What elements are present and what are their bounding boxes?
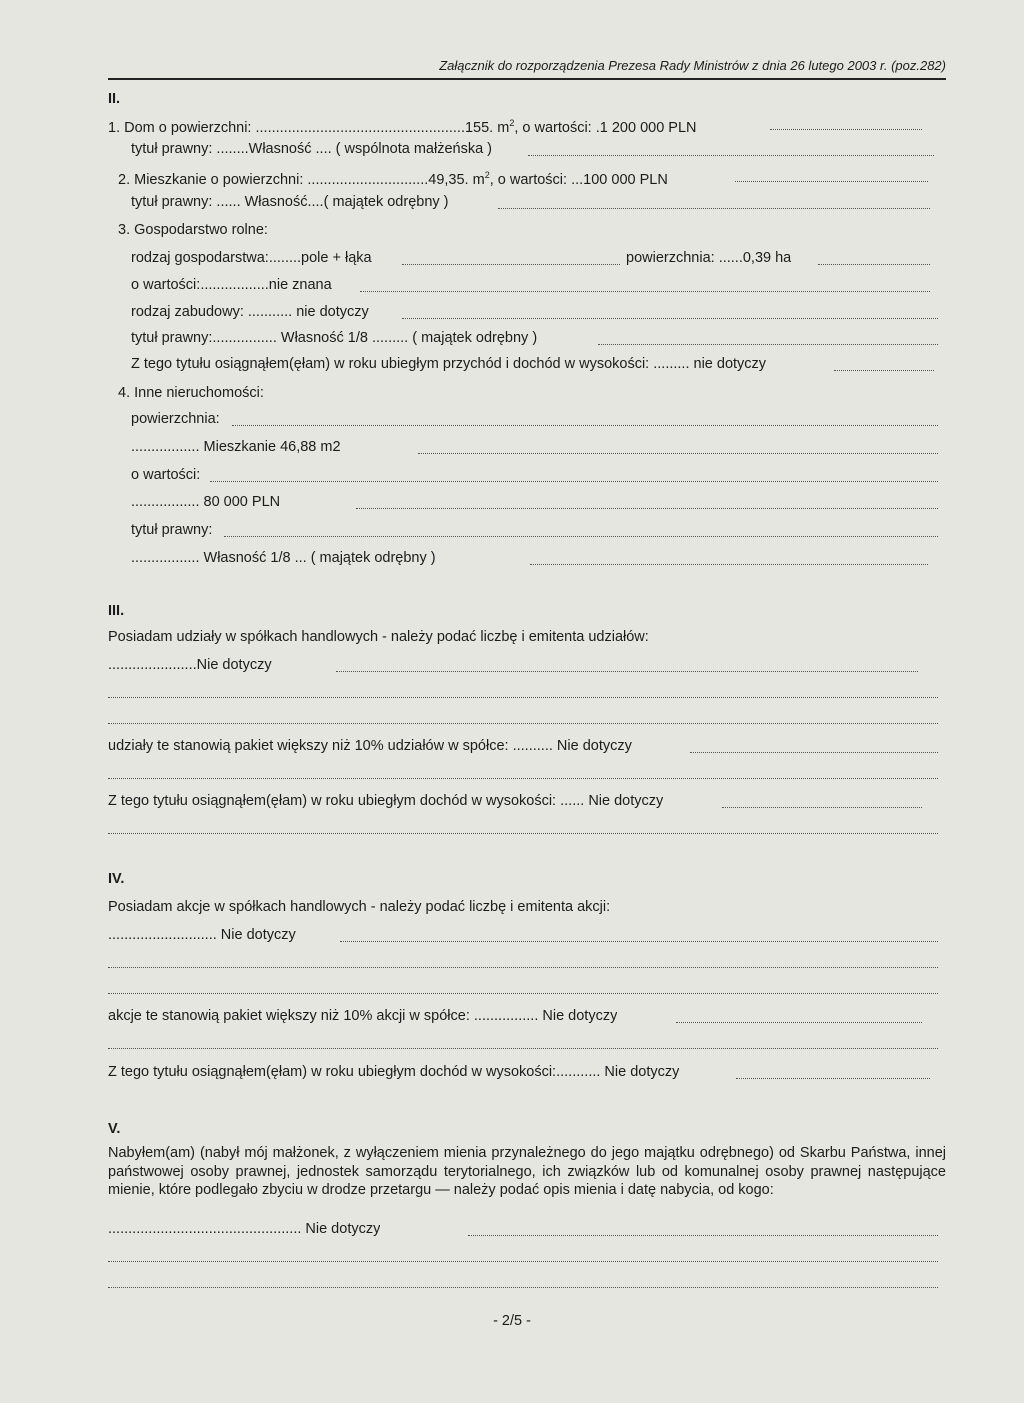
- farm-value-label: o wartości:: [131, 277, 201, 293]
- flat-area: 49,35. m: [428, 171, 485, 188]
- section-5-heading: V.: [108, 1121, 121, 1137]
- stocks-blank-line-2: [108, 992, 938, 994]
- farm-area-label: powierzchnia:: [626, 250, 719, 266]
- other-value-label: o wartości:: [131, 467, 201, 483]
- shares-10pct-label: udziały te stanowią pakiet większy niż 10% udziałów w spółce:: [108, 738, 513, 754]
- farm-value-value: .................nie znana: [200, 277, 332, 293]
- shares-blank-line-3: [108, 777, 938, 779]
- flat-line: [118, 166, 668, 189]
- other-value-value-dots: [356, 507, 938, 509]
- flat-area-sup: 2: [484, 170, 490, 180]
- stocks-10pct-value: ................ Nie dotyczy: [473, 1008, 618, 1024]
- acquisition-answer: ................................................ Nie dotyczy: [108, 1221, 381, 1237]
- shares-blank-line-2: [108, 722, 938, 724]
- house-title-label: tytuł prawny:: [131, 141, 217, 157]
- farm-income-line: [131, 355, 766, 373]
- farm-building-line: [131, 303, 369, 321]
- farm-income-dots: [834, 369, 934, 371]
- farm-heading: 3. Gospodarstwo rolne:: [118, 222, 268, 238]
- other-area-label-dots: [232, 424, 938, 426]
- farm-type-dots: [402, 263, 620, 265]
- page-number: - 2/5 -: [493, 1313, 531, 1329]
- house-title-line: [131, 140, 492, 158]
- house-value-label: , o wartości:: [514, 119, 596, 136]
- other-property-heading: 4. Inne nieruchomości:: [118, 385, 264, 401]
- shares-income-label: Z tego tytułu osiągnąłem(ęłam) w roku ubiegłym dochód w wysokości:: [108, 793, 561, 809]
- house-line: [108, 114, 697, 137]
- shares-income-value: ...... Nie dotyczy: [560, 793, 664, 809]
- house-value: .1 200 000 PLN: [595, 119, 697, 136]
- stocks-income-value: ........... Nie dotyczy: [556, 1064, 680, 1080]
- section-2-heading: II.: [108, 91, 121, 107]
- stocks-blank-line-3: [108, 1047, 938, 1049]
- stocks-income-line: [108, 1063, 679, 1081]
- farm-value-dots: [360, 290, 930, 292]
- stocks-question: Posiadam akcje w spółkach handlowych - należy podać liczbę i emitenta akcji:: [108, 899, 611, 915]
- other-area-value: ................. Mieszkanie 46,88 m2: [131, 439, 341, 455]
- farm-title-label: tytuł prawny:: [131, 330, 213, 346]
- farm-title-line: [131, 329, 537, 347]
- other-area-label: powierzchnia:: [131, 411, 220, 427]
- acquisition-blank-line-2: [108, 1286, 938, 1288]
- stocks-income-label: Z tego tytułu osiągnąłem(ęłam) w roku ubiegłym dochód w wysokości:: [108, 1064, 557, 1080]
- acquisition-blank-line-1: [108, 1260, 938, 1262]
- header-rule: [108, 78, 946, 80]
- stocks-10pct-line: [108, 1007, 617, 1025]
- house-area-sup: 2: [509, 118, 515, 128]
- other-value-value: ................. 80 000 PLN: [131, 494, 281, 510]
- farm-building-value: ........... nie dotyczy: [247, 304, 369, 320]
- stocks-blank-line-1: [108, 966, 938, 968]
- farm-building-label: rodzaj zabudowy:: [131, 304, 248, 320]
- stocks-answer-dots: [340, 940, 938, 942]
- shares-answer-dots: [336, 670, 918, 672]
- flat-dots: ..............................: [307, 171, 429, 188]
- shares-income-dots: [722, 806, 922, 808]
- flat-value: ...100 000 PLN: [571, 171, 668, 188]
- shares-blank-line-1: [108, 696, 938, 698]
- farm-income-value: ......... nie dotyczy: [653, 356, 767, 372]
- house-title-dots: [528, 154, 934, 156]
- document-header: Załącznik do rozporządzenia Prezesa Rady Ministrów z dnia 26 lutego 2003 r. (poz.282): [439, 58, 946, 73]
- flat-trailing-dots: [735, 180, 928, 182]
- house-title-value: ........Własność .... ( wspólnota małżeńska ): [216, 141, 493, 157]
- other-area-value-dots: [418, 452, 938, 454]
- shares-10pct-dots: [690, 751, 938, 753]
- flat-title-line: [131, 193, 449, 211]
- farm-value-line: [131, 276, 332, 294]
- farm-area-value: ......0,39 ha: [718, 250, 792, 266]
- shares-answer: ......................Nie dotyczy: [108, 657, 272, 673]
- stocks-10pct-label: akcje te stanowią pakiet większy niż 10% akcji w spółce:: [108, 1008, 474, 1024]
- house-label: 1. Dom o powierzchni:: [108, 119, 256, 136]
- other-title-label-dots: [224, 535, 938, 537]
- shares-blank-line-4: [108, 832, 938, 834]
- shares-question: Posiadam udziały w spółkach handlowych - należy podać liczbę i emitenta udziałów:: [108, 629, 649, 645]
- farm-title-value: ................ Własność 1/8 ......... ( majątek odrębny ): [212, 330, 538, 346]
- farm-type-label: rodzaj gospodarstwa:: [131, 250, 269, 266]
- acquisition-paragraph: Nabyłem(am) (nabył mój małżonek, z wyłączeniem mienia przynależnego do jego majątku odrębnego) od Skarbu Państwa, innej państwowej osoby prawnej, jednostek samorządu terytorialnego, ich związków lub od komunalnej osoby prawnej następujące mienie, które podlegało zbyciu w drodze przetargu — należy podać opis mienia i datę nabycia, od kogo:: [108, 1145, 946, 1198]
- stocks-10pct-dots: [676, 1021, 922, 1023]
- farm-type-line: [131, 249, 372, 267]
- farm-type-value: ........pole + łąka: [268, 250, 372, 266]
- shares-income-line: [108, 792, 663, 810]
- flat-title-label: tytuł prawny:: [131, 194, 217, 210]
- flat-label: 2. Mieszkanie o powierzchni:: [118, 171, 308, 188]
- farm-building-dots: [402, 317, 938, 319]
- other-value-label-dots: [210, 480, 938, 482]
- other-title-value: ................. Własność 1/8 ... ( majątek odrębny ): [131, 550, 436, 566]
- farm-area-dots: [818, 263, 930, 265]
- flat-title-dots: [498, 207, 930, 209]
- flat-value-label: , o wartości:: [489, 171, 572, 188]
- section-4-heading: IV.: [108, 871, 125, 887]
- shares-10pct-value: .......... Nie dotyczy: [512, 738, 632, 754]
- stocks-income-dots: [736, 1077, 930, 1079]
- house-dots: ....................................................: [255, 119, 465, 136]
- shares-10pct-line: [108, 737, 632, 755]
- house-trailing-dots: [770, 128, 922, 130]
- farm-title-dots: [598, 343, 938, 345]
- stocks-answer: ........................... Nie dotyczy: [108, 927, 296, 943]
- other-title-label: tytuł prawny:: [131, 522, 213, 538]
- flat-title-value: ...... Własność....( majątek odrębny ): [216, 194, 449, 210]
- farm-area-line: [626, 249, 791, 267]
- farm-income-label: Z tego tytułu osiągnąłem(ęłam) w roku ubiegłym przychód i dochód w wysokości:: [131, 356, 654, 372]
- acquisition-answer-dots: [468, 1234, 938, 1236]
- house-area: 155. m: [464, 119, 510, 136]
- other-title-value-dots: [530, 563, 928, 565]
- section-3-heading: III.: [108, 603, 125, 619]
